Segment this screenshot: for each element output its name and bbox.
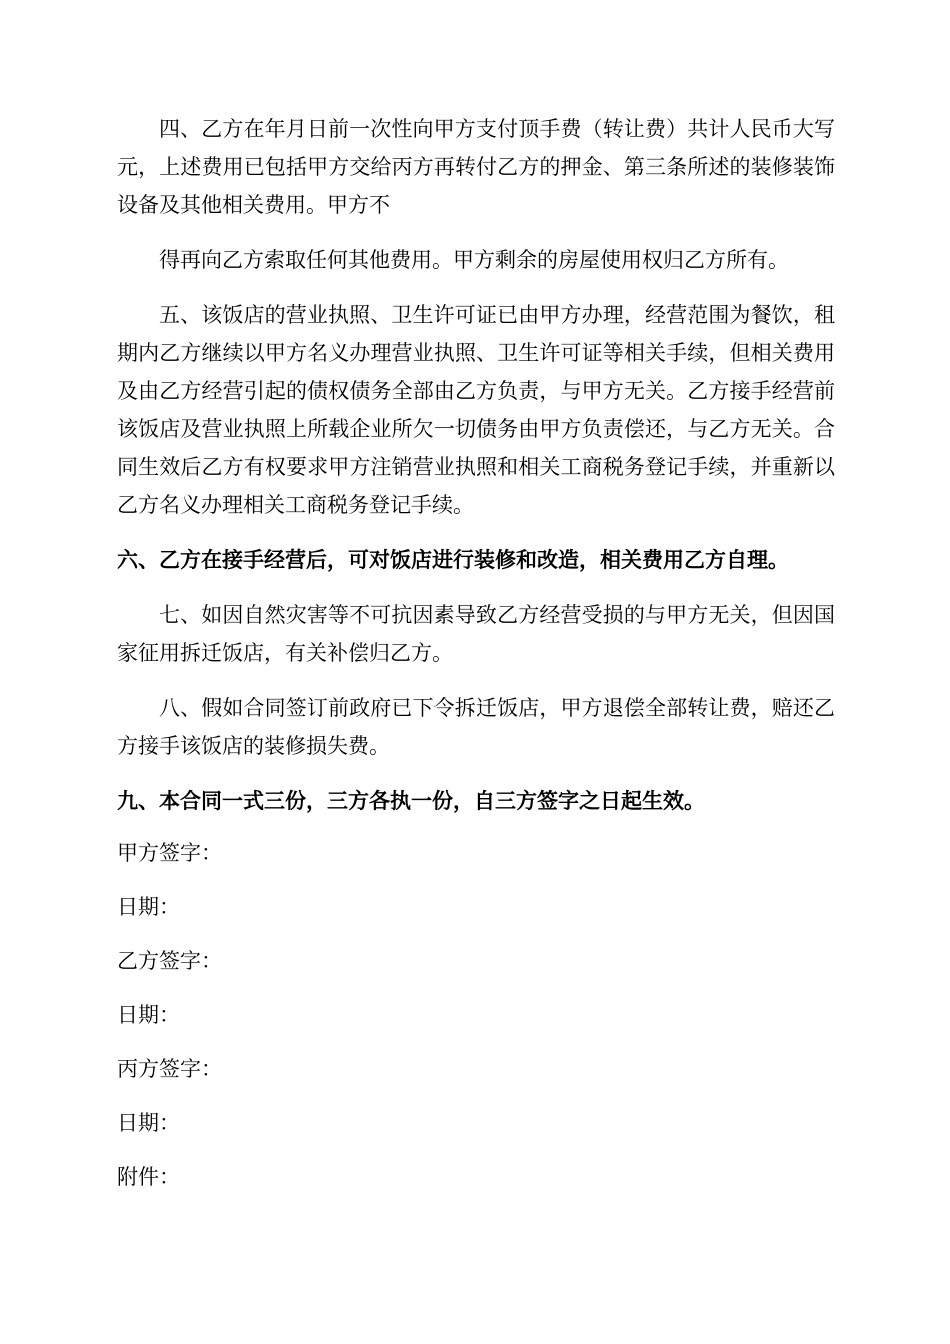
clause-9-paragraph: 九、本合同一式三份，三方各执一份，自三方签字之日起生效。 <box>117 788 705 813</box>
attachment-label: 附件： <box>117 1165 180 1189</box>
party-c-date-label: 日期： <box>117 1111 180 1135</box>
party-b-date-label: 日期： <box>117 1003 180 1027</box>
party-a-date-label: 日期： <box>117 895 180 919</box>
document-body <box>117 110 835 1196</box>
clause-8-paragraph: 八、假如合同签订前政府已下令拆迁饭店，甲方退偿全部转让费，赔还乙方接手该饭店的装修损失费。 <box>117 696 835 758</box>
clause-5-paragraph: 五、该饭店的营业执照、卫生许可证已由甲方办理，经营范围为餐饮，租期内乙方继续以甲方名义办理营业执照、卫生许可证等相关手续，但相关费用及由乙方经营引起的债权债务全部由乙方负责，与甲方无关。乙方接手经营前该饭店及营业执照上所载企业所欠一切债务由甲方负责偿还，与乙方无关。合同生效后乙方有权要求甲方注销营业执照和相关工商税务登记手续，并重新以乙方名义办理相关工商税务登记手续。 <box>117 303 835 517</box>
clause-6-paragraph: 六、乙方在接手经营后，可对饭店进行装修和改造，相关费用乙方自理。 <box>117 547 789 572</box>
party-c-signature-label: 丙方签字： <box>117 1057 222 1081</box>
clause-4-paragraph: 四、乙方在年月日前一次性向甲方支付顶手费（转让费）共计人民币大写元，上述费用已包括甲方交给丙方再转付乙方的押金、第三条所述的装修装饰设备及其他相关费用。甲方不 <box>117 117 835 217</box>
signature-block <box>117 834 835 1196</box>
party-a-signature-label: 甲方签字： <box>117 841 222 865</box>
clause-4-continuation: 得再向乙方索取任何其他费用。甲方剩余的房屋使用权归乙方所有。 <box>159 248 789 272</box>
clause-7-paragraph: 七、如因自然灾害等不可抗因素导致乙方经营受损的与甲方无关，但因国家征用拆迁饭店，有关补偿归乙方。 <box>117 603 835 665</box>
party-b-signature-label: 乙方签字： <box>117 949 222 973</box>
